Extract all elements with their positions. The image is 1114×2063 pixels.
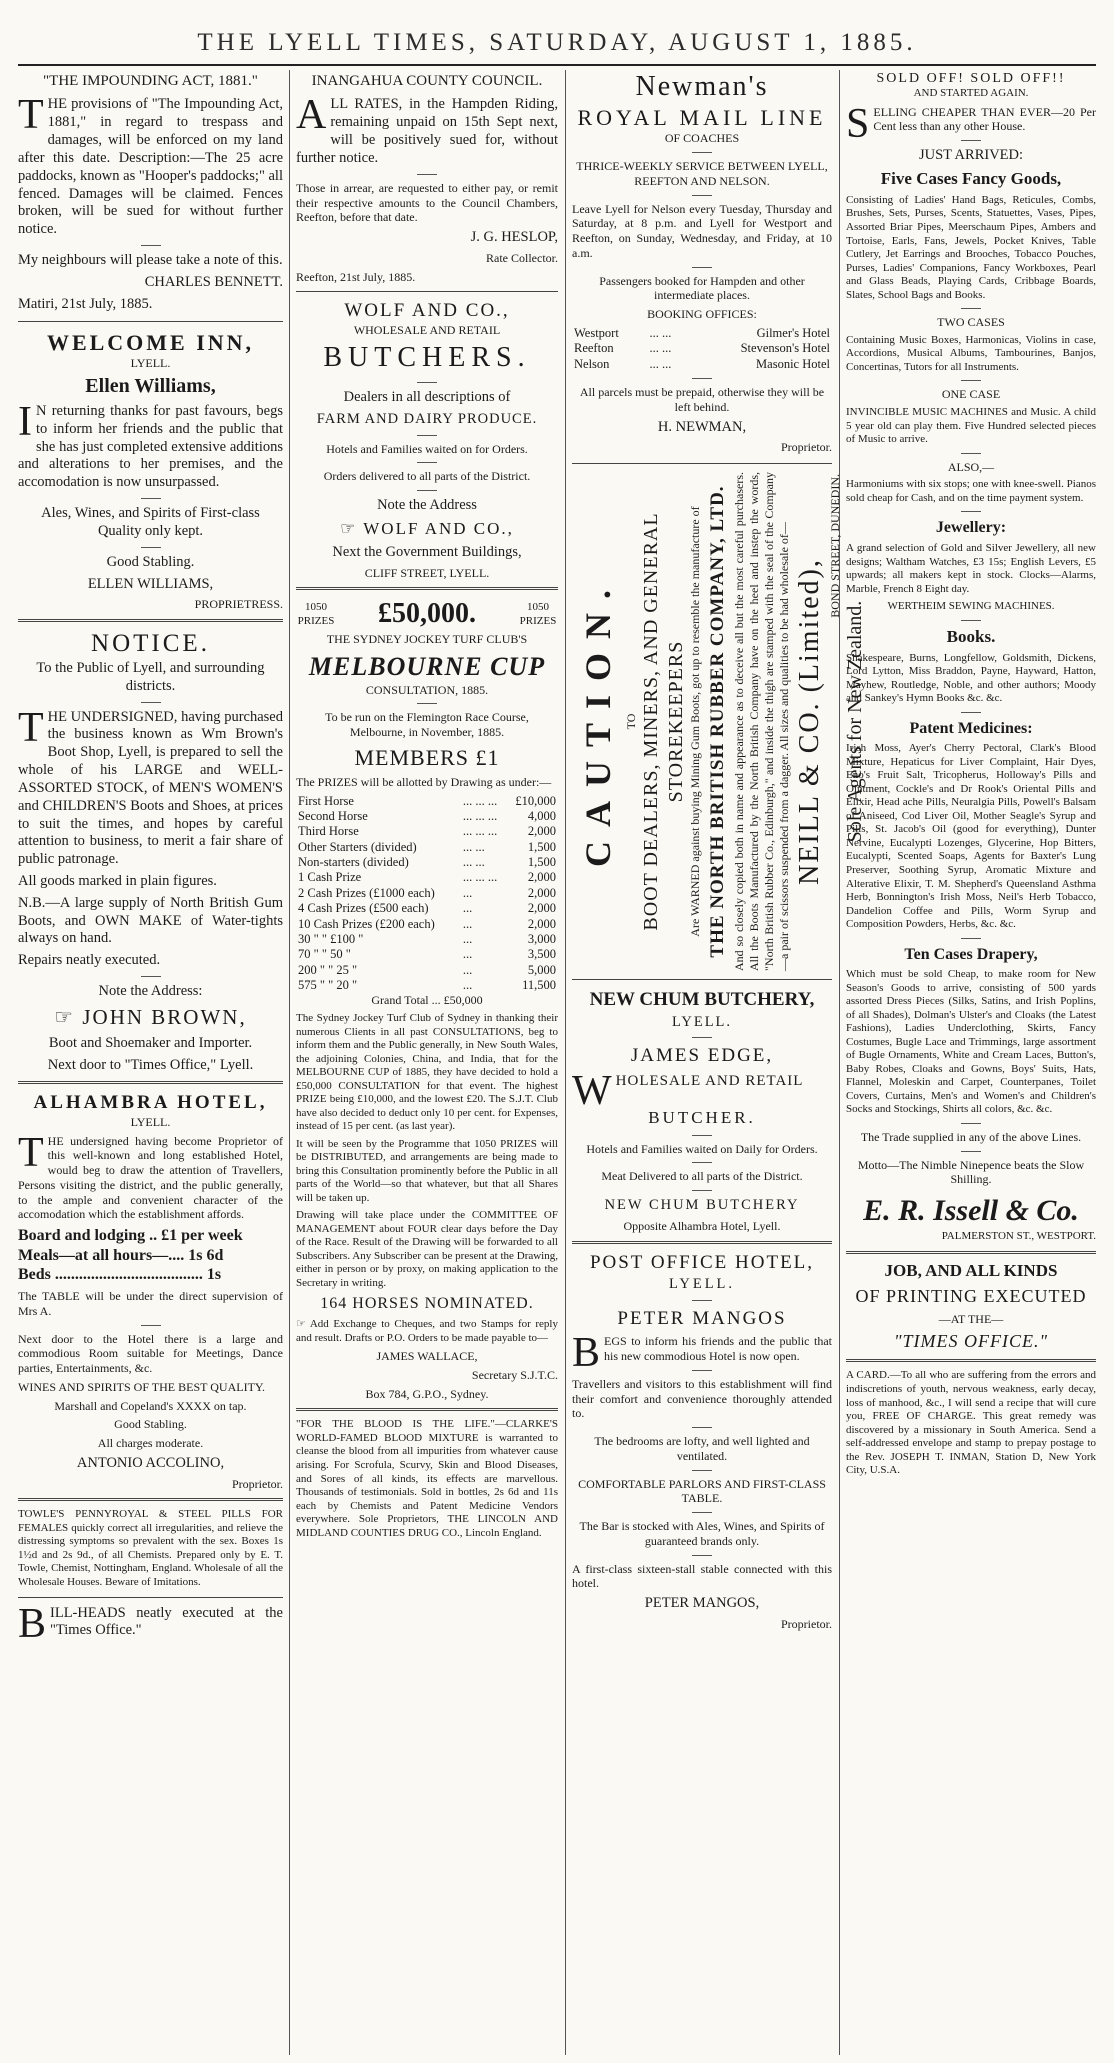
divider	[18, 1498, 283, 1501]
office-town: Westport	[574, 325, 619, 340]
drop-cap: S	[846, 100, 870, 147]
divider	[141, 498, 161, 499]
cup-exchange: ☞ Add Exchange to Cheques, and two Stamps for reply and result. Drafts or P.O. Orders to be made payable to—	[296, 1318, 558, 1344]
prize-row	[296, 978, 558, 993]
divider	[961, 938, 981, 939]
caution-company: THE NORTH BRITISH RUBBER COMPANY, LTD.	[706, 485, 728, 958]
notice-title: NOTICE.	[91, 630, 210, 658]
prize-label: 2 Cash Prizes (£1000 each)	[298, 885, 435, 900]
new-chum-title: NEW CHUM BUTCHERY,	[589, 989, 815, 1011]
office-town: Nelson	[574, 356, 610, 371]
post-office-hotel-ad	[572, 1251, 832, 1632]
prize-value: 2,000	[527, 870, 556, 885]
cup-members: MEMBERS £1	[354, 744, 500, 770]
divider	[692, 1037, 712, 1038]
prize-dots: ...	[462, 916, 473, 931]
alhambra-title: ALHAMBRA HOTEL,	[33, 1092, 268, 1114]
divider	[18, 1081, 283, 1084]
patent-heading: Patent Medicines:	[909, 719, 1033, 737]
prize-dots: ... ... ...	[462, 793, 498, 808]
wolf-note: Note the Address	[377, 497, 477, 514]
prize-value: 3,000	[527, 931, 556, 946]
new-chum-trade: HOLESALE AND RETAIL	[615, 1072, 804, 1089]
divider	[417, 703, 437, 704]
divider	[846, 1251, 1096, 1254]
divider	[692, 1135, 712, 1136]
divider	[141, 702, 161, 703]
prize-row	[296, 870, 558, 885]
impounding-text: HE provisions of "The Impounding Act, 1881," in regard to trespass and damages, will be enforced on my land after this date. Description:—The 25 acre paddocks, known as "Hooper's paddocks;" all fenced. Damages will be claimed. Fences broken, will be sued for without further notice.	[18, 96, 283, 238]
council-signature: J. G. HESLOP,	[470, 229, 558, 245]
prize-row	[296, 901, 558, 916]
newman-title: Newman's	[635, 71, 769, 102]
alhambra-stabling: Good Stabling.	[114, 1417, 187, 1432]
new-chum-opposite: Opposite Alhambra Hotel, Lyell.	[623, 1218, 781, 1233]
divider	[961, 1151, 981, 1152]
post-office-signature: PETER MANGOS,	[644, 1595, 760, 1612]
prize-row	[296, 932, 558, 947]
books-heading: Books.	[946, 626, 996, 646]
post-office-parlors: COMFORTABLE PARLORS AND FIRST-CLASS TABLE.	[578, 1476, 826, 1506]
new-chum-place: LYELL.	[671, 1013, 733, 1030]
prize-label: 1 Cash Prize	[298, 870, 362, 885]
council-title: INANGAHUA COUNTY COUNCIL.	[311, 73, 543, 89]
divider	[692, 1300, 712, 1301]
divider	[692, 1190, 712, 1191]
alhambra-board: Board and lodging .. £1 per week	[18, 1227, 243, 1245]
wolf-hotels: Hotels and Families waited on for Orders.	[326, 441, 528, 456]
also-body: Harmoniums with six stops; one with knee-swell. Pianos sold cheap for Cash, and on the time payment system.	[846, 478, 1096, 504]
prize-dots: ...	[462, 885, 473, 900]
office-row	[572, 326, 832, 341]
divider	[296, 587, 558, 590]
wolf-title: WOLF AND CO.,	[344, 300, 510, 322]
divider	[846, 1359, 1096, 1362]
cup-horses: 164 HORSES NOMINATED.	[320, 1295, 534, 1313]
caution-street: BOND STREET, DUNEDIN.	[827, 474, 842, 618]
welcome-inn-ad	[18, 329, 283, 613]
prize-row	[296, 886, 558, 901]
post-office-bar: The Bar is stocked with Ales, Wines, and Spirits of guaranteed brands only.	[579, 1519, 825, 1548]
divider	[417, 462, 437, 463]
alhambra-role: Proprietor.	[232, 1476, 283, 1491]
column-1	[18, 70, 283, 2055]
masthead	[18, 14, 1096, 66]
notice-name: ☞ JOHN BROWN,	[54, 1004, 247, 1029]
patent-body: Irish Moss, Ayer's Cherry Pectoral, Clark's Blood Mixture, Hepaticus for Liver Complaint, Hair Dyes, Eno's Fruit Salt, Tricopherus, Holloway's Pills and Ointment, Cockle's and Dr Rook's Oriental Pills and Elixir, Head ache Pills, Neuralgia Pills, Powell's Balsam of Aniseed, Cod Liver Oil, Mother Seagle's Syrup and Pills, St. Jacob's Oil (good for everything), Dunter Nervine, Eucalypti Lozenges, Glycerine, Hop Bitters, Eucalypti, Scented Soaps, Agents for Baxter's Lung Preserver, Soothing Syrup, Aromatic Mixture and Alterative Elixir, T. M. Shepherd's Queensland Asthma Herb, Bonnington's Irish Moss, Neil's Herb Tobacco, Dandelion Coffee and Pills, Worm Syrup and Composition Powders, Herbs, &c. &c.	[846, 742, 1096, 931]
caution-to: TO	[624, 713, 639, 730]
welcome-inn-name: Ellen Williams,	[85, 375, 216, 398]
wolf-address: Next the Government Buildings,	[332, 543, 522, 560]
printing-executed: OF PRINTING EXECUTED	[855, 1286, 1087, 1307]
council-date: Reefton, 21st July, 1885.	[296, 269, 416, 284]
office-hotel: Stevenson's Hotel	[740, 341, 830, 356]
notice-next-door: Next door to "Times Office," Lyell.	[47, 1056, 254, 1073]
welcome-inn-ales: Ales, Wines, and Spirits of First-class Quality only kept.	[41, 505, 260, 539]
post-office-travellers: Travellers and visitors to this establishment will find their comfort and convenience thoroughly attended to.	[572, 1376, 832, 1421]
notice-to: To the Public of Lyell, and surrounding districts.	[36, 659, 265, 694]
office-dots: ... ...	[649, 356, 672, 371]
notice-nb: N.B.—A large supply of North British Gum Boots, and OWN MAKE of Water-tights always on hand.	[18, 894, 283, 947]
prize-row	[296, 794, 558, 809]
divider	[18, 1597, 283, 1598]
one-case-body: INVINCIBLE MUSIC MACHINES and Music. A child 5 year old can play them. Five Hundred selected pieces of Music to arrive.	[846, 406, 1096, 446]
prize-dots: ...	[462, 978, 473, 993]
divider	[961, 1123, 981, 1124]
also-heading: ALSO,—	[947, 459, 995, 474]
wolf-name: ☞ WOLF AND CO.,	[340, 518, 514, 538]
impounding-ad	[18, 72, 283, 314]
cup-allotted: The PRIZES will be allotted by Drawing as under:—	[296, 774, 552, 789]
prize-value: 3,500	[527, 947, 556, 962]
caution-ad	[572, 463, 866, 980]
cup-text-3: Drawing will take place under the COMMITTEE OF MANAGEMENT about FOUR clear days before the Day of the Race. Result of the Drawing will be forwarded to all Subscribers. Any Subscriber can be present at the Drawing, either in person or by proxy, on making application to the Secretary in writing.	[296, 1209, 558, 1289]
welcome-inn-stabling: Good Stabling.	[106, 553, 195, 570]
prize-label: 70 " " 50 "	[298, 947, 351, 962]
newman-of: OF COACHES	[664, 131, 740, 146]
divider	[961, 620, 981, 621]
column-4	[846, 70, 1096, 2055]
notice-goods: All goods marked in plain figures.	[18, 873, 217, 889]
welcome-inn-place: LYELL.	[130, 355, 171, 370]
office-hotel: Gilmer's Hotel	[756, 325, 830, 340]
prize-dots: ... ...	[462, 839, 485, 854]
newman-offices-table	[572, 326, 832, 372]
drapery-body: Which must be sold Cheap, to make room for New Season's Goods to arrive, consisting of 500 yards assorted Dress Pieces (Silks, Satins, and Irish Poplins, of all Shades), Dolman's Ulster's and Cloaks (the Latest Fashions), Ladies Underclothing, Skirts, Fancy Costumes, Bugle Lace and Trimmings, large assortment of Bugle Ornaments, White and Cream Laces, Button's, Baby Robes, Cloaks and Gowns, Boys' Suits, Hats, Flannel, Moleskin and Carpet, Counterpanes, Toilet Covers, Curtains, Men's and Women's and Children's Socks and Stockings, Shirts all colors, &c. &c.	[846, 968, 1096, 1116]
welcome-inn-text: N returning thanks for past favours, begs to inform her friends and the public that she has just completed extensive additions and alterations to her premises, and the accomodation is now unsurpassed.	[18, 402, 283, 491]
towle-ad: TOWLE'S PENNYROYAL & STEEL PILLS FOR FEMALES quickly correct all irregularities, and relieve the distressing symptoms so prevalent with the sex. Boxes 1s 1½d and 2s 9d., of all Chemists. Prepared only by E. T. Towle, Chemist, Nottingham, England. Wholesale of all the Wholesale Houses. Beware of Imitations.	[18, 1508, 283, 1588]
prize-dots: ... ...	[462, 855, 485, 870]
divider	[692, 1470, 712, 1471]
cup-prizes-right: 1050 PRIZES	[519, 601, 557, 627]
divider	[417, 174, 437, 175]
drop-cap: W	[572, 1067, 612, 1114]
prize-row	[296, 840, 558, 855]
trade-supplied: The Trade supplied in any of the above Lines.	[860, 1129, 1082, 1144]
divider	[692, 1555, 712, 1556]
alhambra-table: The TABLE will be under the direct supervision of Mrs A.	[18, 1289, 283, 1318]
cup-run: To be run on the Flemington Race Course, Melbourne, in November, 1885.	[325, 710, 529, 739]
drop-cap: T	[18, 1129, 44, 1176]
newman-offices: BOOKING OFFICES:	[647, 307, 757, 322]
divider	[692, 195, 712, 196]
newman-schedule: Leave Lyell for Nelson every Tuesday, Thursday and Saturday, at 8 p.m. and Lyell for Westport and Reefton, on Sunday, Wednesday, and Friday, at 10 a.m.	[572, 201, 832, 260]
office-dots: ... ...	[649, 325, 672, 340]
post-office-bedrooms: The bedrooms are lofty, and well lighted and ventilated.	[594, 1434, 810, 1463]
wolf-street: CLIFF STREET, LYELL.	[364, 565, 490, 580]
office-hotel: Masonic Hotel	[756, 356, 830, 371]
prize-row	[296, 963, 558, 978]
books-body: Shakespeare, Burns, Longfellow, Goldsmith, Dickens, Lord Lytton, Miss Braddon, Payne, Hayward, Hatton, Mayhew, Routledge, Noble, and other authors; Moody and Sankey's Hymn Books &c. &c.	[846, 651, 1096, 705]
notice-ad	[18, 629, 283, 1074]
prize-value: 1,500	[527, 839, 556, 854]
column-rule	[289, 70, 290, 2055]
prize-value: 2,000	[527, 916, 556, 931]
council-role: Rate Collector.	[486, 250, 558, 265]
column-rule	[565, 70, 566, 2055]
divider	[692, 1370, 712, 1371]
cup-text-1: The Sydney Jockey Turf Club of Sydney in thanking their numerous Clients in all past CONSULTATIONS, beg to inform them and the Public generally, in New South Wales, the adjoining Colonies, China, and India, that for the MELBOURNE CUP of 1885, they have decided to hold a £50,000 CONSULTATION for that event. The highest PRIZE being £10,000, and the lowest £20. The S.J.T. Club have also decided to deduct only 10 per cent. for Expenses, instead of 15 per cent. (as last year).	[296, 1012, 558, 1133]
prize-dots: ...	[462, 931, 473, 946]
impounding-note: My neighbours will please take a note of this.	[18, 252, 283, 269]
divider	[961, 308, 981, 309]
newman-passengers: Passengers booked for Hampden and other intermediate places.	[599, 273, 805, 303]
wolf-butchers: BUTCHERS.	[323, 342, 531, 374]
issell-name: E. R. Issell & Co.	[863, 1194, 1079, 1228]
prize-value: 2,000	[527, 885, 556, 900]
divider	[296, 1408, 558, 1411]
caution-agent: NEILL & CO. (Limited),	[794, 558, 826, 886]
prize-value: 2,000	[527, 824, 556, 839]
prize-row	[296, 824, 558, 839]
prize-label: 575 " " 20 "	[298, 978, 358, 993]
drop-cap: T	[18, 704, 44, 751]
melbourne-cup-ad	[296, 597, 558, 1401]
just-arrived: JUST ARRIVED:	[918, 147, 1024, 164]
divider	[141, 547, 161, 548]
cup-club: THE SYDNEY JOCKEY TURF CLUB'S	[326, 631, 528, 646]
newman-signature: H. NEWMAN,	[657, 418, 747, 435]
drop-cap: A	[296, 92, 327, 139]
drop-cap: B	[572, 1330, 601, 1377]
jewellery-body: A grand selection of Gold and Silver Jewellery, all new designs; Waltham Watches, £3 15s; English Levers, £5 upwards; all makers kept in stock. Clocks—Alarms, Marble, French 8 Eight day.	[846, 542, 1096, 595]
alhambra-tap: Marshall and Copeland's XXXX on tap.	[54, 1398, 247, 1413]
prize-value: 4,000	[527, 808, 556, 823]
office-row	[572, 357, 832, 372]
alhambra-text: HE undersigned having become Proprietor of this well-known and long established Hotel, would beg to draw the attention of Travellers, Persons visiting the district, and the public generally, to the ample and convenient character of the accomodation which the establishment affords.	[18, 1133, 283, 1222]
prize-dots: ...	[462, 962, 473, 977]
selling-text: ELLING CHEAPER THAN EVER—20 Per Cent less than any other House.	[873, 104, 1096, 134]
divider	[961, 140, 981, 141]
office-dots: ... ...	[649, 341, 672, 356]
prize-label: 200 " " 25 "	[298, 962, 358, 977]
two-cases-body: Containing Music Boxes, Harmonicas, Violins in case, Accordions, Musical Albums, Tambourines, Banjos, Concertinas, Tutors for all Instruments.	[846, 333, 1096, 373]
prize-value: 11,500	[522, 978, 556, 993]
alhambra-place: LYELL.	[130, 1114, 171, 1129]
prize-label: Third Horse	[298, 824, 359, 839]
welcome-inn-role: PROPRIETRESS.	[194, 597, 283, 612]
divider	[18, 321, 283, 322]
prize-dots: ... ... ...	[462, 808, 498, 823]
new-chum-butcher: BUTCHER.	[648, 1107, 756, 1127]
divider	[692, 152, 712, 153]
divider	[572, 1241, 832, 1244]
wolf-produce: FARM AND DAIRY PRODUCE.	[316, 410, 538, 427]
welcome-inn-title: WELCOME INN,	[46, 329, 255, 355]
new-chum-sign: NEW CHUM BUTCHERY	[604, 1197, 800, 1214]
caution-sole: Sole Agents for New Zealand.	[843, 600, 866, 843]
cup-total: Grand Total ... £50,000	[371, 993, 483, 1008]
fancy-heading: Five Cases Fancy Goods,	[880, 169, 1062, 189]
wolf-ad	[296, 299, 558, 580]
billheads-ad: ILL-HEADS neatly executed at the "Times Office."	[50, 1604, 283, 1639]
prize-label: 10 Cash Prizes (£200 each)	[298, 916, 435, 931]
post-office-text: EGS to inform his friends and the public that his new commodious Hotel is now open.	[604, 1334, 832, 1364]
drapery-heading: Ten Cases Drapery,	[904, 945, 1038, 963]
prize-row	[296, 947, 558, 962]
impounding-title: "THE IMPOUNDING ACT, 1881."	[43, 73, 258, 89]
divider	[961, 380, 981, 381]
divider	[692, 378, 712, 379]
council-text: LL RATES, in the Hampden Riding, remaining unpaid on 15th Sept next, will be positively sued for, without further notice.	[296, 96, 558, 166]
council-arrears: Those in arrear, are requested to either pay, or remit their respective amounts to the Council Chambers, Reefton, before that date.	[296, 180, 558, 225]
prize-dots: ... ... ...	[462, 824, 498, 839]
masthead-title: THE LYELL TIMES, SATURDAY, AUGUST 1, 1885.	[197, 29, 917, 56]
prize-label: 30 " " £100 "	[298, 931, 364, 946]
prize-value: 2,000	[527, 901, 556, 916]
prize-value: 1,500	[527, 855, 556, 870]
notice-repairs: Repairs neatly executed.	[18, 952, 161, 969]
fancy-body: Consisting of Ladies' Hand Bags, Reticules, Combs, Brushes, Sets, Purses, Scents, Statuettes, Vases, Pipes, Assorted Briar Pipes, Meerschaum Pipes, Ambers and Tortoise, Earls, Fans, Jewels, Pocket Knives, Table Cutlery, Jet Earrings and Brooches, Tobacco Pouches, Purses, Ladies' Companions, Fancy Workboxes, Pearl and Glass Beads, Playing Cards, Cribbage Boards, Slates, School Bags and Books.	[846, 193, 1096, 301]
cup-prizes-left: 1050 PRIZES	[297, 601, 335, 627]
cup-prize-table	[296, 794, 558, 994]
divider	[141, 245, 161, 246]
impounding-date: Matiri, 21st July, 1885.	[18, 295, 153, 312]
cup-role: Secretary S.J.T.C.	[471, 1367, 558, 1382]
alhambra-signature: ANTONIO ACCOLINO,	[76, 1454, 225, 1471]
newman-ad	[572, 70, 832, 455]
new-chum-ad	[572, 988, 832, 1234]
alhambra-meals: Meals—at all hours—.... 1s 6d	[18, 1246, 224, 1264]
two-cases-heading: TWO CASES	[937, 315, 1005, 330]
cup-text-2: It will be seen by the Programme that 1050 PRIZES will be DISTRIBUTED, and arrangements are being made to bring this Consultation prominently before the Public in all parts of the World—so that whatever, but that all Shares will be taken up.	[296, 1137, 558, 1204]
divider	[692, 267, 712, 268]
divider	[417, 382, 437, 383]
new-chum-hotels: Hotels and Families waited on Daily for Orders.	[586, 1141, 818, 1156]
drop-cap: I	[18, 398, 32, 445]
office-row	[572, 341, 832, 356]
jewellery-heading: Jewellery:	[935, 519, 1007, 537]
notice-text: HE UNDERSIGNED, having purchased the business known as Wm Brown's Boot Shop, Lyell, is prepared to sell the whole of his LARGE and WELL-ASSORTED STOCK, of MEN'S WOMEN'S and CHILDREN'S Boots and Shoes, at prices to suit the times, and hopes by careful attention to business, to merit a fair share of public patronage.	[18, 708, 283, 868]
alhambra-room: Next door to the Hotel there is a large and commodious Room suitable for Meetings, Dance parties, Entertainments, &c.	[18, 1331, 283, 1376]
column-3	[572, 70, 866, 2055]
prize-dots: ...	[462, 947, 473, 962]
prize-label: Other Starters (divided)	[298, 839, 417, 854]
post-office-stable: A first-class sixteen-stall stable connected with this hotel.	[572, 1561, 832, 1591]
prize-label: Non-starters (divided)	[298, 855, 409, 870]
alhambra-ad	[18, 1091, 283, 1491]
divider	[18, 619, 283, 622]
divider	[141, 976, 161, 977]
prize-value: £10,000	[515, 793, 556, 808]
motto: Motto—The Nimble Ninepence beats the Slow Shilling.	[857, 1157, 1085, 1187]
post-office-title: POST OFFICE HOTEL,	[589, 1251, 815, 1273]
job-printing: JOB, AND ALL KINDS	[884, 1260, 1058, 1280]
newman-line: ROYAL MAIL LINE	[577, 105, 827, 131]
issell-address: PALMERSTON ST., WESTPORT.	[941, 1230, 1096, 1243]
divider	[141, 1325, 161, 1326]
divider	[961, 453, 981, 454]
cup-consultation: CONSULTATION, 1885.	[365, 682, 489, 697]
prize-label: Second Horse	[298, 808, 368, 823]
cup-amount: £50,000.	[378, 598, 476, 630]
divider	[692, 1162, 712, 1163]
sold-off-sub: AND STARTED AGAIN.	[913, 87, 1029, 100]
prize-label: 4 Cash Prizes (£500 each)	[298, 901, 429, 916]
prize-label: First Horse	[298, 793, 354, 808]
prize-row	[296, 917, 558, 932]
wertheim: WERTHEIM SEWING MACHINES.	[887, 600, 1055, 613]
cup-box: Box 784, G.P.O., Sydney.	[365, 1386, 489, 1401]
at-the: —AT THE—	[938, 1311, 1004, 1326]
notice-address-label: Note the Address:	[98, 983, 203, 1000]
times-office: "TIMES OFFICE."	[893, 1331, 1049, 1352]
impounding-signature: CHARLES BENNETT.	[144, 273, 283, 290]
drop-cap: T	[18, 92, 44, 139]
new-chum-meat: Meat Delivered to all parts of the District.	[601, 1169, 803, 1184]
card-ad: A CARD.—To all who are suffering from the errors and indiscretions of youth, nervous weakness, early decay, loss of manhood, &c., I will send a recipe that will cure you, FREE OF CHARGE. This great remedy was discovered by a missionary in South America. Send a self-addressed envelope and stamp to prepay postage to the Rev. JOSEPH T. INMAN, Station D, New York City, U.S.A.	[846, 1369, 1096, 1477]
divider	[692, 1427, 712, 1428]
prize-dots: ... ... ...	[462, 870, 498, 885]
newman-parcels: All parcels must be prepaid, otherwise they will be left behind.	[579, 385, 825, 414]
divider	[417, 490, 437, 491]
council-ad	[296, 72, 558, 284]
newman-role: Proprietor.	[781, 440, 832, 455]
sold-off-heading: SOLD OFF! SOLD OFF!!	[876, 71, 1066, 86]
cup-title: MELBOURNE CUP	[308, 651, 546, 681]
caution-body: And so closely copied both in name and appearance as to deceive all but the most careful purchasers. All the Boots Manufactured by the North British Company have on the heel and instep the words, "North British Rubber Co., Edinburgh," and inside the thigh are stamped with the seal of the Company—a pair of scissors suspended from a dagger. All sizes and qualities to be had wholesale of—	[732, 472, 791, 972]
caution-dealers: BOOT DEALERS, MINERS, AND GENERAL STOREKEEPERS	[640, 512, 687, 931]
alhambra-beds: Beds ..................................... 1s	[18, 1266, 222, 1284]
wolf-sub: WHOLESALE AND RETAIL	[353, 322, 501, 337]
prize-row	[296, 855, 558, 870]
office-town: Reefton	[574, 341, 614, 356]
wolf-orders: Orders delivered to all parts of the District.	[323, 469, 531, 484]
drop-cap: B	[18, 1600, 47, 1647]
alhambra-charges: All charges moderate.	[97, 1436, 204, 1451]
prize-row	[296, 809, 558, 824]
clarke-ad: "FOR THE BLOOD IS THE LIFE."—CLARKE'S WORLD-FAMED BLOOD MIXTURE is warranted to cleanse the blood from all impurities from whatever cause arising. For Scrofula, Scurvy, Skin and Blood Diseases, and Sores of all kinds, its effects are marvellous. Thousands of testimonials. Sold in bottles, 2s 6d and 11s each by Chemists and Patent Medicine Vendors everywhere. Sole Proprietors, THE LINCOLN AND MIDLAND COUNTIES DRUG CO., Lincoln England.	[296, 1418, 558, 1539]
divider	[296, 291, 558, 292]
divider	[417, 435, 437, 436]
alhambra-wines: WINES AND SPIRITS OF THE BEST QUALITY.	[18, 1379, 266, 1394]
one-case-heading: ONE CASE	[941, 387, 1001, 402]
divider	[961, 511, 981, 512]
post-office-role: Proprietor.	[781, 1616, 832, 1631]
cup-signature: JAMES WALLACE,	[376, 1349, 478, 1364]
divider	[692, 1512, 712, 1513]
column-2	[296, 70, 558, 2055]
prize-value: 5,000	[527, 962, 556, 977]
wolf-dealers: Dealers in all descriptions of	[343, 388, 511, 405]
column-rule	[839, 70, 840, 2055]
welcome-inn-signature: ELLEN WILLIAMS,	[87, 575, 214, 592]
divider	[961, 712, 981, 713]
caution-title: CAUTION.	[578, 576, 618, 868]
new-chum-name: JAMES EDGE,	[630, 1045, 774, 1067]
caution-warned: Are WARNED against buying Mining Gum Boots, got up to resemble the manufacture of	[688, 506, 703, 937]
post-office-name: PETER MANGOS	[617, 1307, 787, 1329]
notice-trade: Boot and Shoemaker and Importer.	[48, 1034, 253, 1051]
post-office-place: LYELL.	[668, 1276, 736, 1293]
prize-dots: ...	[462, 901, 473, 916]
newman-weekly: THRICE-WEEKLY SERVICE BETWEEN LYELL, REEFTON AND NELSON.	[576, 159, 828, 188]
